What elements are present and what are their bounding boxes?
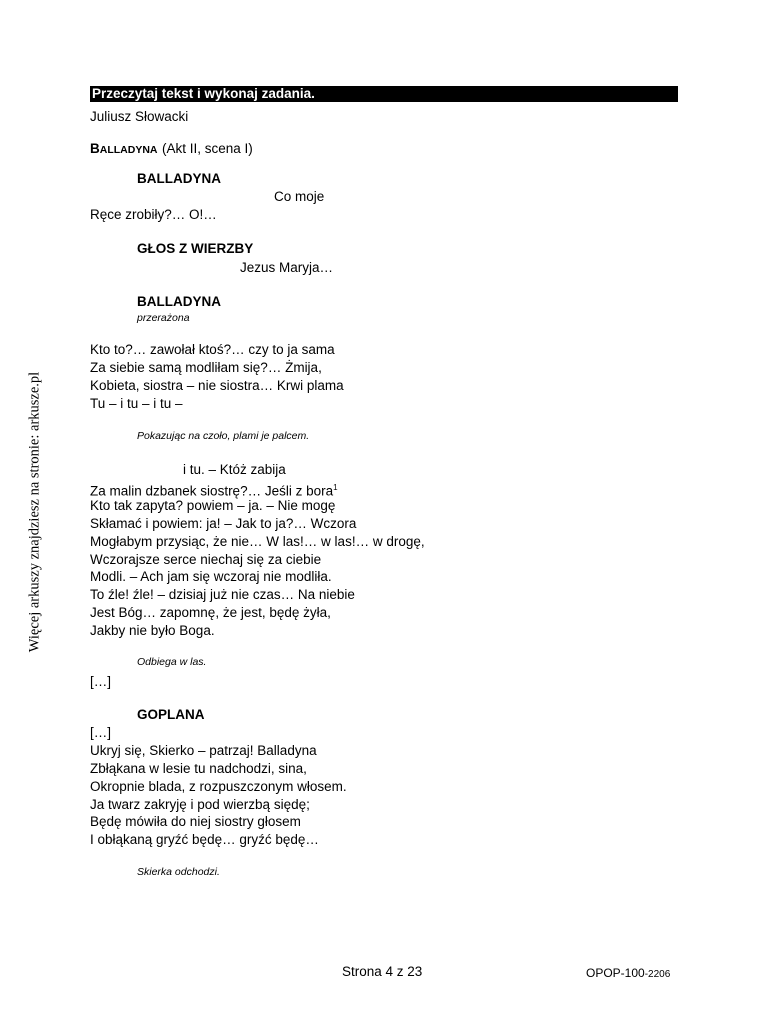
verse-line: […] (90, 725, 112, 740)
speaker-glos-z-wierzby: GŁOS Z WIERZBY (137, 241, 254, 256)
verse-line: Ręce zrobiły?… O!… (90, 207, 217, 222)
verse-line: Wczorajsze serce niechaj się za ciebie (90, 551, 322, 567)
verse-line: Ja twarz zakryję i pod wierzbą siędę; (90, 796, 310, 812)
verse-line: Okropnie blada, z rozpuszczonym włosem. (90, 778, 347, 794)
verse-line: Jezus Maryja… (240, 260, 334, 275)
verse-line: Za malin dzbanek siostrę?… Jeśli z bora (90, 483, 334, 499)
verse-line-footnoted (90, 479, 425, 497)
work-title (90, 140, 253, 158)
speaker-goplana: GOPLANA (137, 707, 205, 722)
stage-direction: Odbiega w las. (137, 656, 207, 668)
speaker-balladyna-2: BALLADYNA (137, 294, 221, 309)
verse-line: Będę mówiła do niej siostry głosem (90, 814, 301, 830)
verse-line: Tu – i tu – i tu – (90, 395, 183, 411)
verse-line: I obłąkaną gryźć będę… gryźć będę… (90, 832, 319, 848)
footnote-mark: 1 (333, 483, 338, 492)
stage-direction: przerażona (137, 312, 190, 324)
exam-code-suffix: -2206 (644, 969, 671, 980)
work-title-rest: ALLADYNA (99, 144, 158, 156)
verse-line: Co moje (274, 189, 325, 204)
verse-line: Kto to?… zawołał ktoś?… czy to ja sama (90, 342, 335, 357)
verse-block-2 (90, 479, 425, 640)
verse-line: Ukryj się, Skierko – patrzaj! Balladyna (90, 742, 317, 758)
verse-line: Za siebie samą modliłam się?… Żmija, (90, 359, 322, 375)
verse-line: Zbłąkana w lesie tu nadchodzi, sina, (90, 760, 307, 776)
verse-line: i tu. – Któż zabija (183, 462, 286, 477)
verse-line: Skłamać i powiem: ja! – Jak to ja?… Wczora (90, 515, 357, 531)
stage-direction: Pokazując na czoło, plami je palcem. (137, 430, 310, 442)
instruction-bar: Przeczytaj tekst i wykonaj zadania. (90, 86, 678, 102)
verse-line: Jakby nie było Boga. (90, 623, 215, 639)
verse-line: Kobieta, siostra – nie siostra… Krwi plama (90, 377, 344, 393)
page-number: Strona 4 z 23 (342, 964, 423, 979)
work-title-first: B (90, 141, 100, 156)
verse-line: Jest Bóg… zapomnę, że jest, będę żyła, (90, 605, 331, 621)
verse-line: Kto tak zapyta? powiem – ja. – Nie mogę (90, 497, 336, 513)
stage-direction: Skierka odchodzi. (137, 866, 220, 878)
verse-block-3 (90, 724, 347, 849)
speaker-balladyna-1: BALLADYNA (137, 171, 221, 186)
author: Juliusz Słowacki (90, 109, 189, 124)
verse-block-1 (90, 341, 344, 413)
verse-line: Modli. – Ach jam się wczoraj nie modliła. (90, 569, 332, 585)
work-act: (Akt II, scena I) (161, 141, 253, 156)
verse-line: Mogłabym przysiąc, że nie… W las!… w las!… w drogę, (90, 533, 425, 549)
exam-code (586, 966, 670, 980)
verse-line: To źle! źle! – dzisiaj już nie czas… Na niebie (90, 587, 355, 603)
side-note: Więcej arkuszy znajdziesz na stronie: arkusze.pl (26, 371, 43, 653)
exam-code-main: OPOP-100 (586, 966, 645, 980)
ellipsis: […] (90, 674, 112, 689)
